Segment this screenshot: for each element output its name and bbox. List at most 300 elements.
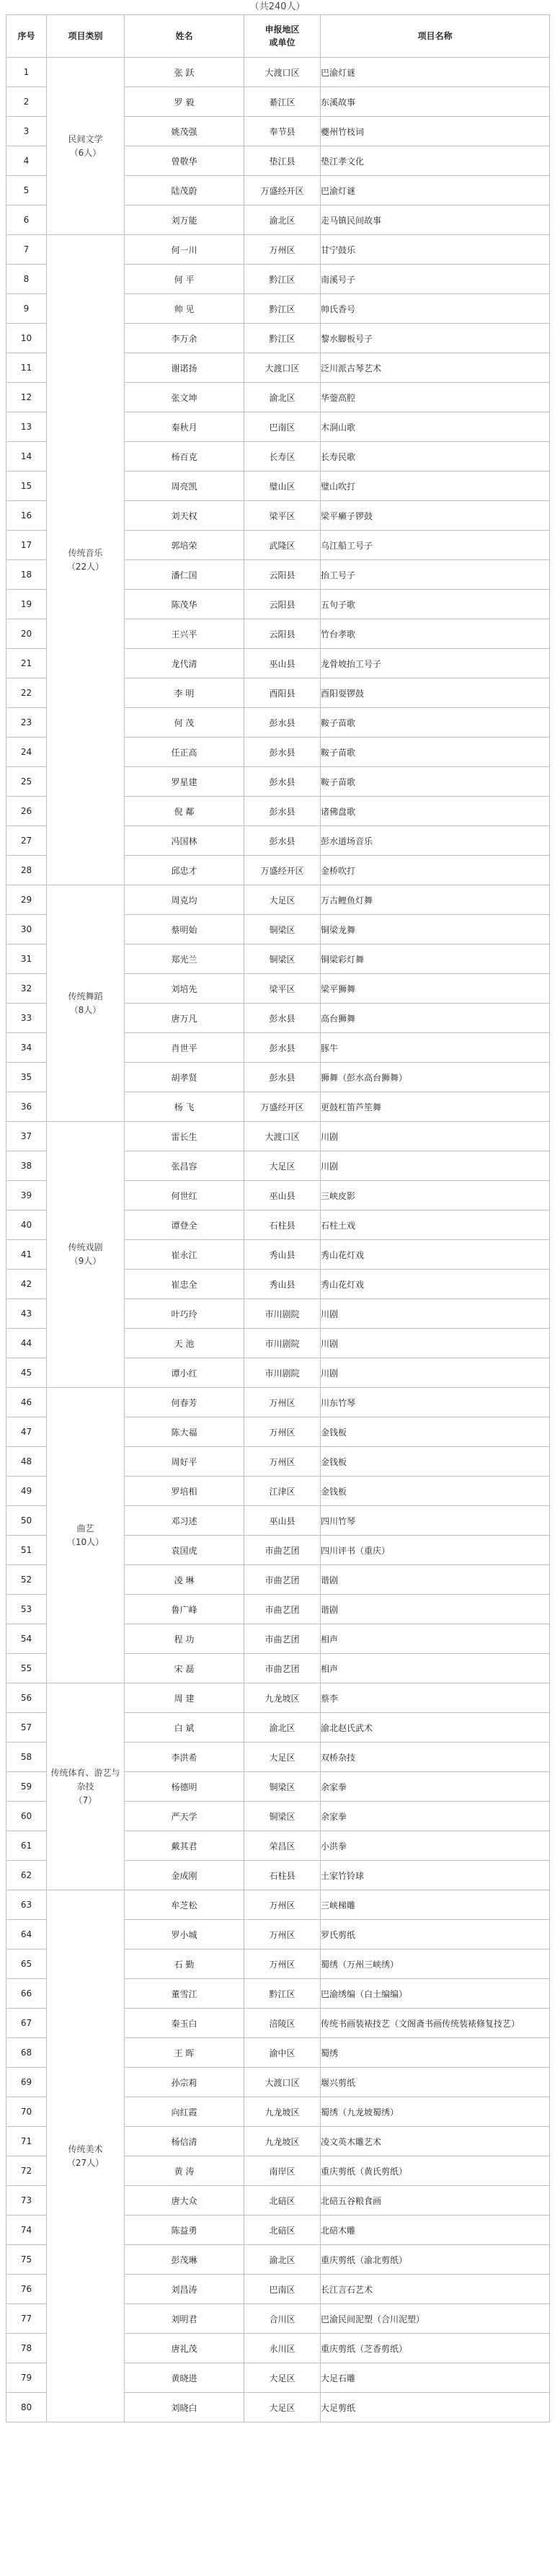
row-region: 万州区 [244,1388,321,1417]
row-seq: 63 [6,1890,47,1920]
row-name: 胡孝贤 [125,1063,244,1092]
row-seq: 1 [6,58,47,87]
row-project: 蜀绣（九龙坡蜀绣） [321,2097,550,2127]
category-cell [47,1122,125,1388]
table-row [6,235,550,265]
row-name: 龙代清 [125,649,244,678]
row-project: 堰兴剪纸 [321,2068,550,2097]
row-name: 石 勤 [125,1949,244,1979]
row-seq: 49 [6,1477,47,1506]
row-region: 合川区 [244,2304,321,2334]
row-region: 万州区 [244,1447,321,1477]
row-seq: 57 [6,1713,47,1743]
row-region: 市曲艺团 [244,1565,321,1595]
row-name: 刘明君 [125,2304,244,2334]
row-name: 陈大福 [125,1417,244,1447]
row-region: 彭水县 [244,826,321,856]
row-project: 铜梁龙舞 [321,915,550,944]
row-name: 宋 磊 [125,1654,244,1683]
row-project: 甘宁鼓乐 [321,235,550,265]
row-region: 綦江区 [244,87,321,117]
table-row [6,1890,550,1920]
total-count-note: （共240人） [249,1,306,12]
row-name: 金成刚 [125,1861,244,1890]
row-name: 向红霞 [125,2097,244,2127]
row-region: 璧山区 [244,472,321,501]
row-seq: 12 [6,383,47,412]
row-seq: 70 [6,2097,47,2127]
row-seq: 35 [6,1063,47,1092]
row-name: 秦玉白 [125,2009,244,2038]
row-name: 戴其君 [125,1831,244,1861]
row-seq: 18 [6,560,47,590]
row-name: 天 池 [125,1329,244,1358]
row-project: 川剧 [321,1299,550,1329]
header-seq: 序号 [6,15,47,58]
category-cell [47,58,125,235]
row-seq: 37 [6,1122,47,1151]
row-region: 石柱县 [244,1861,321,1890]
category-count: （22人） [66,561,105,572]
row-project: 长寿民歌 [321,442,550,472]
row-name: 李洪希 [125,1743,244,1772]
row-seq: 13 [6,412,47,442]
row-project: 相声 [321,1654,550,1683]
row-project: 鞍子苗歌 [321,767,550,797]
row-region: 酉阳县 [244,678,321,708]
row-region: 彭水县 [244,738,321,767]
row-project: 金钱板 [321,1417,550,1447]
row-name: 黄 涛 [125,2156,244,2186]
row-region: 南岸区 [244,2156,321,2186]
row-name: 肖世平 [125,1033,244,1063]
row-seq: 50 [6,1506,47,1536]
category-name: 传统美术 [68,2143,103,2154]
row-region: 大足区 [244,2363,321,2393]
row-region: 市曲艺团 [244,1654,321,1683]
row-project: 鞍子苗歌 [321,708,550,738]
row-seq: 44 [6,1329,47,1358]
row-name: 唐大众 [125,2186,244,2216]
row-seq: 64 [6,1920,47,1949]
row-region: 大足区 [244,885,321,915]
row-region: 大足区 [244,1743,321,1772]
row-project: 双桥杂技 [321,1743,550,1772]
row-seq: 23 [6,708,47,738]
row-name: 何一川 [125,235,244,265]
row-project: 北碚木雕 [321,2216,550,2245]
row-name: 袁国虎 [125,1536,244,1565]
row-region: 黔江区 [244,265,321,294]
row-seq: 67 [6,2009,47,2038]
row-project: 重庆剪纸（黄氏剪纸） [321,2156,550,2186]
row-seq: 79 [6,2363,47,2393]
row-project: 华蓥高腔 [321,383,550,412]
row-name: 鲁广峰 [125,1595,244,1624]
row-project: 龙骨坡抬工号子 [321,649,550,678]
row-seq: 52 [6,1565,47,1595]
row-name: 何世红 [125,1181,244,1210]
row-name: 谭小红 [125,1358,244,1388]
row-project: 传统书画装裱技艺（文阁斋书画传统装裱修复技艺） [321,2009,550,2038]
row-region: 梁平区 [244,974,321,1004]
row-seq: 41 [6,1240,47,1270]
row-project: 五句子歌 [321,590,550,619]
row-region: 大渡口区 [244,353,321,383]
row-project: 金桥吹打 [321,856,550,885]
row-region: 万盛经开区 [244,1092,321,1122]
row-project: 谐剧 [321,1565,550,1595]
row-region: 万州区 [244,1920,321,1949]
row-name: 陆茂蔚 [125,176,244,205]
row-project: 谐剧 [321,1595,550,1624]
row-region: 巴南区 [244,412,321,442]
row-seq: 77 [6,2304,47,2334]
row-name: 潘仁国 [125,560,244,590]
row-region: 涪陵区 [244,2009,321,2038]
header-project: 项目名称 [321,15,550,58]
row-seq: 29 [6,885,47,915]
row-region: 荣昌区 [244,1831,321,1861]
row-seq: 25 [6,767,47,797]
row-seq: 69 [6,2068,47,2097]
row-region: 万州区 [244,1417,321,1447]
row-name: 郑光兰 [125,944,244,974]
category-cell [47,1890,125,2422]
row-seq: 60 [6,1802,47,1831]
row-name: 罗 毅 [125,87,244,117]
row-project: 长江言石艺术 [321,2275,550,2304]
category-count: （9人） [69,1256,102,1266]
row-region: 市曲艺团 [244,1595,321,1624]
row-project: 川剧 [321,1122,550,1151]
row-region: 梁平区 [244,501,321,531]
row-project: 川剧 [321,1358,550,1388]
row-project: 泛川派古琴艺术 [321,353,550,383]
row-name: 倪 鄰 [125,797,244,826]
row-project: 余家拳 [321,1802,550,1831]
row-project: 木洞山歌 [321,412,550,442]
row-seq: 61 [6,1831,47,1861]
row-region: 黔江区 [244,324,321,353]
row-name: 张 跃 [125,58,244,87]
row-name: 罗培相 [125,1477,244,1506]
row-name: 杨百克 [125,442,244,472]
category-name: 传统体育、游艺与杂技 [50,1767,120,1792]
row-region: 彭水县 [244,797,321,826]
row-name: 罗小城 [125,1920,244,1949]
row-name: 唐礼茂 [125,2334,244,2363]
category-count: （10人） [66,1536,105,1547]
row-seq: 32 [6,974,47,1004]
row-name: 刘昌涛 [125,2275,244,2304]
header-region [244,15,321,58]
row-seq: 20 [6,619,47,649]
row-name: 白 斌 [125,1713,244,1743]
row-seq: 4 [6,146,47,176]
row-name: 刘培先 [125,974,244,1004]
row-seq: 2 [6,87,47,117]
row-region: 渝北区 [244,2245,321,2275]
row-seq: 76 [6,2275,47,2304]
row-project: 乌江船工号子 [321,531,550,560]
row-project: 狮舞（彭水高台狮舞） [321,1063,550,1092]
row-seq: 31 [6,944,47,974]
row-region: 市川剧院 [244,1358,321,1388]
row-project: 三峡梯雕 [321,1890,550,1920]
row-region: 铜梁区 [244,915,321,944]
row-name: 严天学 [125,1802,244,1831]
row-name: 刘万能 [125,205,244,235]
row-name: 邓习述 [125,1506,244,1536]
row-project: 垫江孝文化 [321,146,550,176]
table-row [6,1388,550,1417]
row-name: 董雪江 [125,1979,244,2009]
row-seq: 53 [6,1595,47,1624]
row-region: 渝中区 [244,2038,321,2068]
row-region: 大渡口区 [244,2068,321,2097]
row-region: 万州区 [244,1949,321,1979]
row-name: 秦秋月 [125,412,244,442]
row-seq: 7 [6,235,47,265]
row-name: 崔忠全 [125,1270,244,1299]
row-seq: 74 [6,2216,47,2245]
row-seq: 40 [6,1210,47,1240]
row-seq: 43 [6,1299,47,1329]
row-project: 巴渝灯谜 [321,176,550,205]
row-region: 武隆区 [244,531,321,560]
row-seq: 66 [6,1979,47,2009]
row-name: 李 明 [125,678,244,708]
row-project: 渝北赵氏武术 [321,1713,550,1743]
row-seq: 5 [6,176,47,205]
row-name: 凌 琳 [125,1565,244,1595]
row-seq: 55 [6,1654,47,1683]
row-name: 郭培荣 [125,531,244,560]
category-name: 民间文学 [68,133,103,144]
row-region: 永川区 [244,2334,321,2363]
row-project: 重庆剪纸（芝香剪纸） [321,2334,550,2363]
row-name: 李万余 [125,324,244,353]
row-project: 土家竹铃球 [321,1861,550,1890]
row-project: 东溪故事 [321,87,550,117]
row-seq: 51 [6,1536,47,1565]
row-name: 罗星建 [125,767,244,797]
row-project: 梁平狮舞 [321,974,550,1004]
row-project: 相声 [321,1624,550,1654]
row-seq: 33 [6,1004,47,1033]
category-cell [47,885,125,1122]
row-name: 王 晖 [125,2038,244,2068]
row-name: 陈益勇 [125,2216,244,2245]
row-region: 北碚区 [244,2216,321,2245]
row-name: 孙宗莉 [125,2068,244,2097]
row-seq: 11 [6,353,47,383]
table-row [6,58,550,87]
row-project: 巴渝民间泥塑（合川泥塑） [321,2304,550,2334]
row-name: 邱忠才 [125,856,244,885]
row-region: 巴南区 [244,2275,321,2304]
row-region: 北碚区 [244,2186,321,2216]
row-region: 大渡口区 [244,58,321,87]
row-seq: 80 [6,2393,47,2422]
row-seq: 27 [6,826,47,856]
row-project: 梁平癞子锣鼓 [321,501,550,531]
row-region: 渝北区 [244,1713,321,1743]
row-project: 走马镇民间故事 [321,205,550,235]
row-project: 南溪号子 [321,265,550,294]
row-seq: 56 [6,1683,47,1713]
row-project: 诸佛盘歌 [321,797,550,826]
row-region: 渝北区 [244,383,321,412]
row-region: 九龙坡区 [244,1683,321,1713]
row-seq: 72 [6,2156,47,2186]
row-name: 冯国林 [125,826,244,856]
table-body [6,58,550,2422]
inheritor-roster-table [6,14,550,2422]
row-seq: 9 [6,294,47,324]
row-name: 周克均 [125,885,244,915]
row-name: 谭登全 [125,1210,244,1240]
row-region: 彭水县 [244,708,321,738]
row-region: 云阳县 [244,560,321,590]
row-project: 石柱土戏 [321,1210,550,1240]
row-project: 川东竹琴 [321,1388,550,1417]
row-seq: 42 [6,1270,47,1299]
row-region: 万州区 [244,235,321,265]
row-seq: 21 [6,649,47,678]
row-project: 重庆剪纸（渝北剪纸） [321,2245,550,2275]
row-region: 九龙坡区 [244,2097,321,2127]
row-project: 璧山吹打 [321,472,550,501]
row-region: 铜梁区 [244,944,321,974]
row-region: 长寿区 [244,442,321,472]
header-region-line1: 申报地区 [265,25,300,35]
row-region: 巫山县 [244,1181,321,1210]
row-project: 蜀绣 [321,2038,550,2068]
row-seq: 73 [6,2186,47,2216]
row-name: 唐万凡 [125,1004,244,1033]
row-project: 夔州竹枝词 [321,117,550,146]
category-name: 传统舞蹈 [68,991,103,1001]
category-cell [47,1683,125,1890]
row-project: 金钱板 [321,1447,550,1477]
row-region: 彭水县 [244,1033,321,1063]
row-project: 大足剪纸 [321,2393,550,2422]
row-name: 周 建 [125,1683,244,1713]
row-seq: 75 [6,2245,47,2275]
row-name: 刘晓白 [125,2393,244,2422]
row-seq: 26 [6,797,47,826]
row-seq: 39 [6,1181,47,1210]
row-project: 凌文英木雕艺术 [321,2127,550,2156]
header-name: 姓名 [125,15,244,58]
row-seq: 36 [6,1092,47,1122]
row-region: 彭水县 [244,767,321,797]
row-region: 市川剧院 [244,1329,321,1358]
row-name: 曾敬华 [125,146,244,176]
row-project: 秀山花灯戏 [321,1240,550,1270]
row-region: 九龙坡区 [244,2127,321,2156]
category-cell [47,235,125,885]
row-project: 巴渝绣编（白土编编） [321,1979,550,2009]
row-region: 黔江区 [244,1979,321,2009]
row-region: 黔江区 [244,294,321,324]
row-name: 雷长生 [125,1122,244,1151]
row-name: 杨德明 [125,1772,244,1802]
row-name: 周亮凯 [125,472,244,501]
row-project: 豚牛 [321,1033,550,1063]
row-region: 大足区 [244,2393,321,2422]
row-seq: 8 [6,265,47,294]
row-region: 秀山县 [244,1270,321,1299]
row-region: 巫山县 [244,649,321,678]
row-region: 大足区 [244,1151,321,1181]
row-project: 川剧 [321,1151,550,1181]
row-project: 铜梁彩灯舞 [321,944,550,974]
row-project: 黎水脚板号子 [321,324,550,353]
row-name: 杨信清 [125,2127,244,2156]
row-region: 铜梁区 [244,1802,321,1831]
row-seq: 59 [6,1772,47,1802]
row-seq: 62 [6,1861,47,1890]
row-seq: 22 [6,678,47,708]
row-project: 万古鲤鱼灯舞 [321,885,550,915]
row-region: 石柱县 [244,1210,321,1240]
row-project: 小洪拳 [321,1831,550,1861]
table-row [6,1683,550,1713]
row-name: 任正高 [125,738,244,767]
row-project: 巴渝灯谜 [321,58,550,87]
row-project: 北碚五谷粮食画 [321,2186,550,2216]
row-region: 市曲艺团 [244,1624,321,1654]
row-project: 四川竹琴 [321,1506,550,1536]
row-project: 三峡皮影 [321,1181,550,1210]
row-name: 彭茂琳 [125,2245,244,2275]
row-region: 万盛经开区 [244,856,321,885]
row-seq: 68 [6,2038,47,2068]
row-project: 竹台孝歌 [321,619,550,649]
row-project: 更鼓杠笛芦笙舞 [321,1092,550,1122]
row-project: 金钱板 [321,1477,550,1506]
header-region-line2: 或单位 [269,37,296,48]
row-region: 江津区 [244,1477,321,1506]
row-region: 巫山县 [244,1506,321,1536]
category-name: 传统音乐 [68,547,103,558]
row-region: 渝北区 [244,205,321,235]
row-name: 王兴平 [125,619,244,649]
row-name: 何 茂 [125,708,244,738]
row-name: 何 平 [125,265,244,294]
row-region: 彭水县 [244,1004,321,1033]
row-region: 奉节县 [244,117,321,146]
row-project: 蜀绣（万州三峡绣） [321,1949,550,1979]
row-name: 程 功 [125,1624,244,1654]
row-region: 铜梁区 [244,1772,321,1802]
row-seq: 54 [6,1624,47,1654]
row-seq: 46 [6,1388,47,1417]
row-region: 万盛经开区 [244,176,321,205]
row-name: 刘天权 [125,501,244,531]
category-count: （6人） [69,147,102,158]
row-name: 张昌容 [125,1151,244,1181]
row-name: 周好平 [125,1447,244,1477]
table-row [6,885,550,915]
row-seq: 45 [6,1358,47,1388]
row-seq: 34 [6,1033,47,1063]
row-name: 张文坤 [125,383,244,412]
category-count: （8人） [69,1004,102,1015]
